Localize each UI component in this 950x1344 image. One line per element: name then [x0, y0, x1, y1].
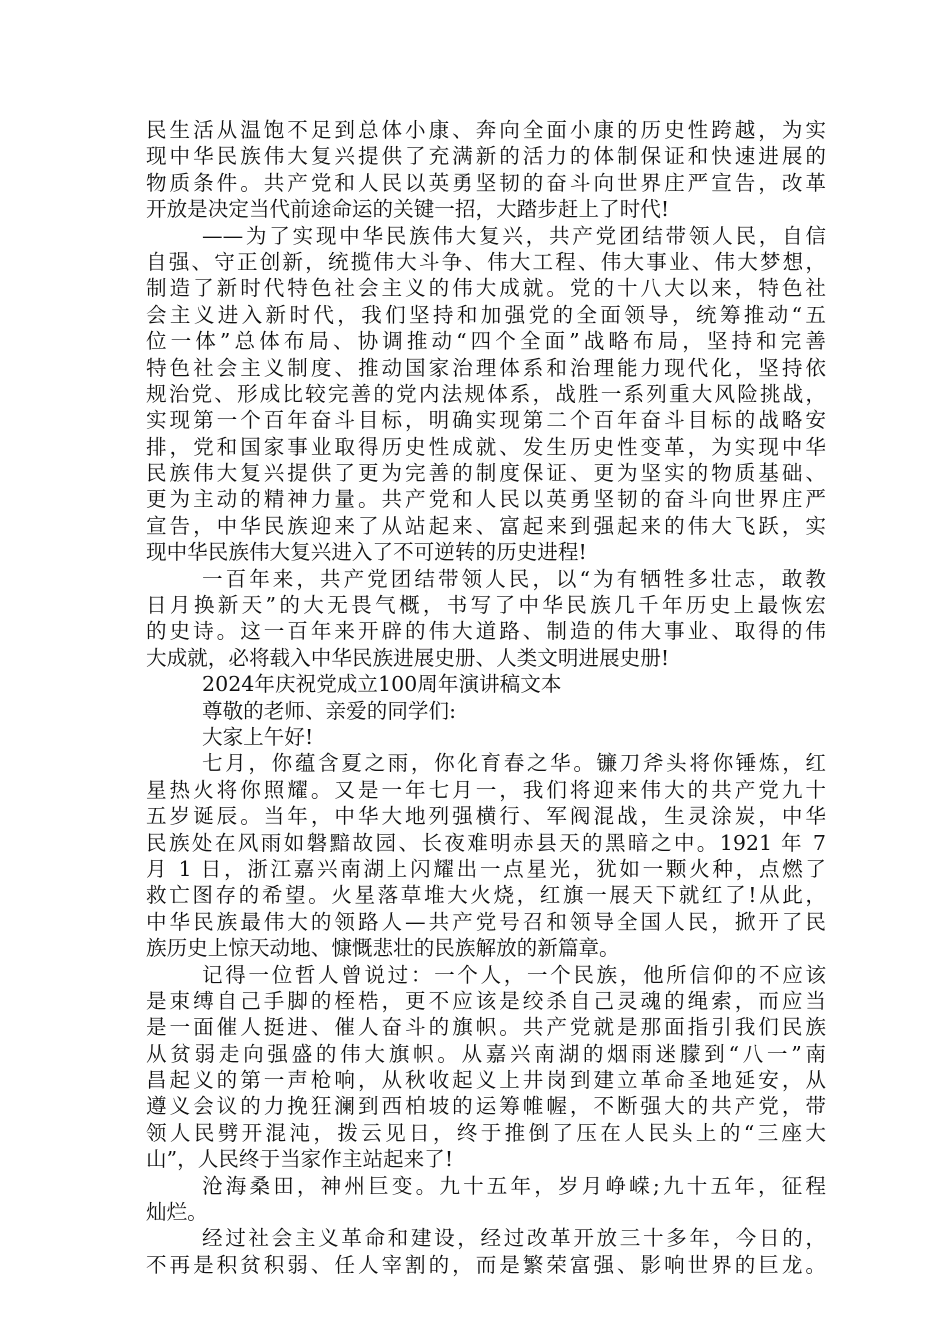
document-line: 记得一位哲人曾说过：一个人，一个民族，他所信仰的不应该: [202, 962, 826, 987]
document-line: 宣告，中华民族迎来了从站起来、富起来到强起来的伟大飞跃，实: [146, 513, 826, 538]
document-line: 民族伟大复兴提供了更为完善的制度保证、更为坚实的物质基础、: [146, 461, 826, 486]
document-line: 现中华民族伟大复兴进入了不可逆转的历史进程!: [146, 540, 587, 565]
document-line: 星热火将你照耀。又是一年七月一，我们将迎来伟大的共产党九十: [146, 777, 826, 802]
document-line: 昌起义的第一声枪响，从秋收起义上井岗到建立革命圣地延安，从: [146, 1068, 826, 1093]
document-line: 不再是积贫积弱、任人宰割的，而是繁荣富强、影响世界的巨龙。: [146, 1252, 826, 1277]
document-line: 领人民劈开混沌，拨云见日，终于推倒了压在人民头上的“三座大: [146, 1120, 826, 1145]
document-line: 灿烂。: [146, 1200, 208, 1225]
document-line: 规治党、形成比较完善的党内法规体系，战胜一系列重大风险挑战，: [146, 381, 826, 406]
document-line: 现中华民族伟大复兴提供了充满新的活力的体制保证和快速进展的: [146, 144, 826, 169]
document-line: 位一体”总体布局、协调推动“四个全面”战略布局，坚持和完善: [146, 329, 826, 354]
document-line: 大家上午好!: [202, 724, 314, 749]
document-line: 的史诗。这一百年来开辟的伟大道路、制造的伟大事业、取得的伟: [146, 619, 826, 644]
document-line: 会主义进入新时代，我们坚持和加强党的全面领导，统筹推动“五: [146, 302, 826, 327]
document-line: 更为主动的精神力量。共产党和人民以英勇坚韧的奋斗向世界庄严: [146, 487, 826, 512]
document-line: 月 1 日，浙江嘉兴南湖上闪耀出一点星光，犹如一颗火种，点燃了: [146, 856, 826, 881]
document-line: 中华民族最伟大的领路人—共产党号召和领导全国人民，掀开了民: [146, 909, 826, 934]
document-line: 实现第一个百年奋斗目标，明确实现第二个百年奋斗目标的战略安: [146, 408, 826, 433]
document-line: 自强、守正创新，统揽伟大斗争、伟大工程、伟大事业、伟大梦想，: [146, 249, 826, 274]
document-line: 救亡图存的希望。火星落草堆大火烧，红旗一展天下就红了!从此，: [146, 883, 826, 908]
document-body: [146, 117, 826, 1278]
document-line: 尊敬的老师、亲爱的同学们:: [202, 698, 457, 723]
document-line: 沧海桑田，神州巨变。九十五年，岁月峥嵘;九十五年，征程: [202, 1173, 826, 1198]
document-line: ——为了实现中华民族伟大复兴，共产党团结带领人民，自信: [202, 223, 826, 248]
document-line: 民生活从温饱不足到总体小康、奔向全面小康的历史性跨越，为实: [146, 118, 826, 142]
document-line: 民族处在风雨如磐黯故园、长夜难明赤县天的黑暗之中。1921 年 7: [146, 830, 826, 855]
document-line: 族历史上惊天动地、慷慨悲壮的民族解放的新篇章。: [146, 936, 620, 961]
document-line: 从贫弱走向强盛的伟大旗帜。从嘉兴南湖的烟雨迷朦到“八一”南: [146, 1041, 826, 1066]
document-line: 物质条件。共产党和人民以英勇坚韧的奋斗向世界庄严宣告，改革: [146, 170, 826, 195]
document-line: 一百年来，共产党团结带领人民，以“为有牺牲多壮志，敢教: [202, 566, 826, 591]
document-line: 山”，人民终于当家作主站起来了!: [146, 1147, 454, 1172]
document-line: 是束缚自己手脚的桎梏，更不应该是绞杀自己灵魂的绳索，而应当: [146, 988, 826, 1013]
document-line: 开放是决定当代前途命运的关键一招，大踏步赶上了时代!: [146, 197, 670, 222]
document-line: 特色社会主义制度、推动国家治理体系和治理能力现代化，坚持依: [146, 355, 826, 380]
document-line: 日月换新天”的大无畏气概，书写了中华民族几千年历史上最恢宏: [146, 593, 826, 618]
document-line: 2024年庆祝党成立100周年演讲稿文本: [202, 672, 562, 697]
document-line: 大成就，必将载入中华民族进展史册、人类文明进展史册!: [146, 645, 670, 670]
document-line: 遵义会议的力挽狂澜到西柏坡的运筹帷幄，不断强大的共产党，带: [146, 1094, 826, 1119]
document-line: 五岁诞辰。当年，中华大地列强横行、军阀混战，生灵涂炭，中华: [146, 804, 826, 829]
document-line: 排，党和国家事业取得历史性成就、发生历史性变革，为实现中华: [146, 434, 826, 459]
document-line: 制造了新时代特色社会主义的伟大成就。党的十八大以来，特色社: [146, 276, 826, 301]
document-line: 经过社会主义革命和建设，经过改革开放三十多年，今日的，: [202, 1226, 826, 1251]
document-line: 是一面催人挺进、催人奋斗的旗帜。共产党就是那面指引我们民族: [146, 1015, 826, 1040]
document-line: 七月，你蕴含夏之雨，你化育春之华。镰刀斧头将你锤炼，红: [202, 751, 826, 776]
